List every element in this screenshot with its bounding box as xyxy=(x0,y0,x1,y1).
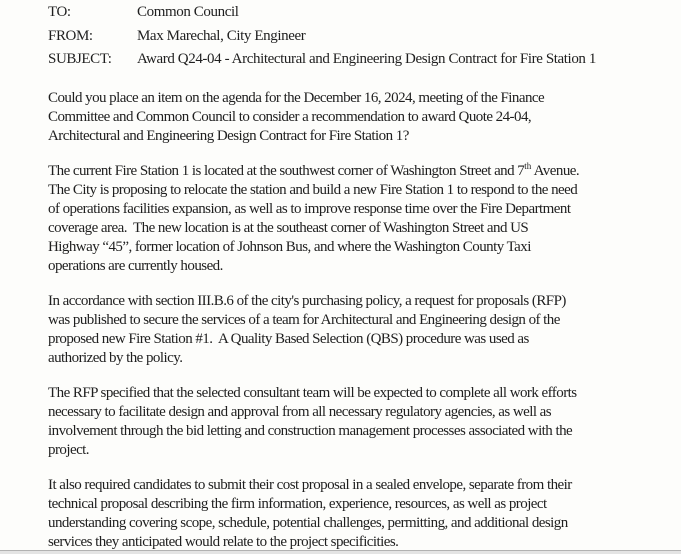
window-bottom-edge xyxy=(0,550,681,554)
header-field-label-to: TO: xyxy=(48,4,71,20)
memo-paragraph xyxy=(48,476,648,552)
paragraph-line: proposed new Fire Station #1. A Quality Based Selection (QBS) procedure was used as xyxy=(48,330,529,347)
header-field-value-to: Common Council xyxy=(137,4,239,20)
paragraph-line: The RFP specified that the selected consultant team will be expected to complete all work efforts xyxy=(48,384,577,401)
paragraph-line: Architectural and Engineering Design Contract for Fire Station 1? xyxy=(48,127,409,144)
paragraph-line: services they anticipated would relate to the project specificities. xyxy=(48,533,399,550)
paragraph-line: Highway “45”, former location of Johnson Bus, and where the Washington County Taxi xyxy=(48,238,531,255)
paragraph-line: The City is proposing to relocate the station and build a new Fire Station 1 to respond to the need xyxy=(48,181,578,198)
paragraph-line: In accordance with section III.B.6 of the city's purchasing policy, a request for proposals (RFP) xyxy=(48,292,566,309)
paragraph-line: Committee and Common Council to consider a recommendation to award Quote 24-04, xyxy=(48,108,532,125)
memo-paragraph xyxy=(48,162,648,276)
header-field-value-subject: Award Q24-04 - Architectural and Engineering Design Contract for Fire Station 1 xyxy=(137,51,596,67)
paragraph-line: involvement through the bid letting and construction management processes associated with the xyxy=(48,422,573,439)
superscript-text: th xyxy=(524,160,532,171)
paragraph-line: Could you place an item on the agenda for the December 16, 2024, meeting of the Finance xyxy=(48,89,545,106)
memo-paragraph xyxy=(48,292,648,368)
memo-document xyxy=(48,1,648,552)
paragraph-line: of operations facilities expansion, as well as to improve response time over the Fire Department xyxy=(48,200,571,217)
memo-header xyxy=(48,1,648,72)
memo-body xyxy=(48,89,648,552)
paragraph-line: was published to secure the services of a team for Architectural and Engineering design of the xyxy=(48,311,560,328)
header-field-label-subject: SUBJECT: xyxy=(48,51,112,67)
paragraph-line: authorized by the policy. xyxy=(48,349,183,366)
paragraph-line: coverage area. The new location is at the southeast corner of Washington Street and US xyxy=(48,219,529,236)
memo-header-row-to xyxy=(48,1,648,25)
paragraph-line: operations are currently housed. xyxy=(48,257,223,274)
paragraph-line: understanding covering scope, schedule, potential challenges, permitting, and additional design xyxy=(48,514,568,531)
header-field-value-from: Max Marechal, City Engineer xyxy=(137,27,306,44)
paragraph-line: project. xyxy=(48,441,89,458)
memo-paragraph xyxy=(48,89,648,146)
paragraph-line: necessary to facilitate design and approval from all necessary regulatory agencies, as well as xyxy=(48,403,552,420)
memo-header-row-subject xyxy=(48,48,648,72)
paragraph-line: technical proposal describing the firm information, experience, resources, as well as project xyxy=(48,495,547,512)
memo-header-row-from xyxy=(48,25,648,49)
paragraph-line: It also required candidates to submit their cost proposal in a sealed envelope, separate from their xyxy=(48,476,572,493)
header-field-label-from: FROM: xyxy=(48,27,93,44)
paragraph-line: The current Fire Station 1 is located at the southwest corner of Washington Street and 7th Avenue. xyxy=(48,160,580,179)
memo-paragraph xyxy=(48,384,648,460)
